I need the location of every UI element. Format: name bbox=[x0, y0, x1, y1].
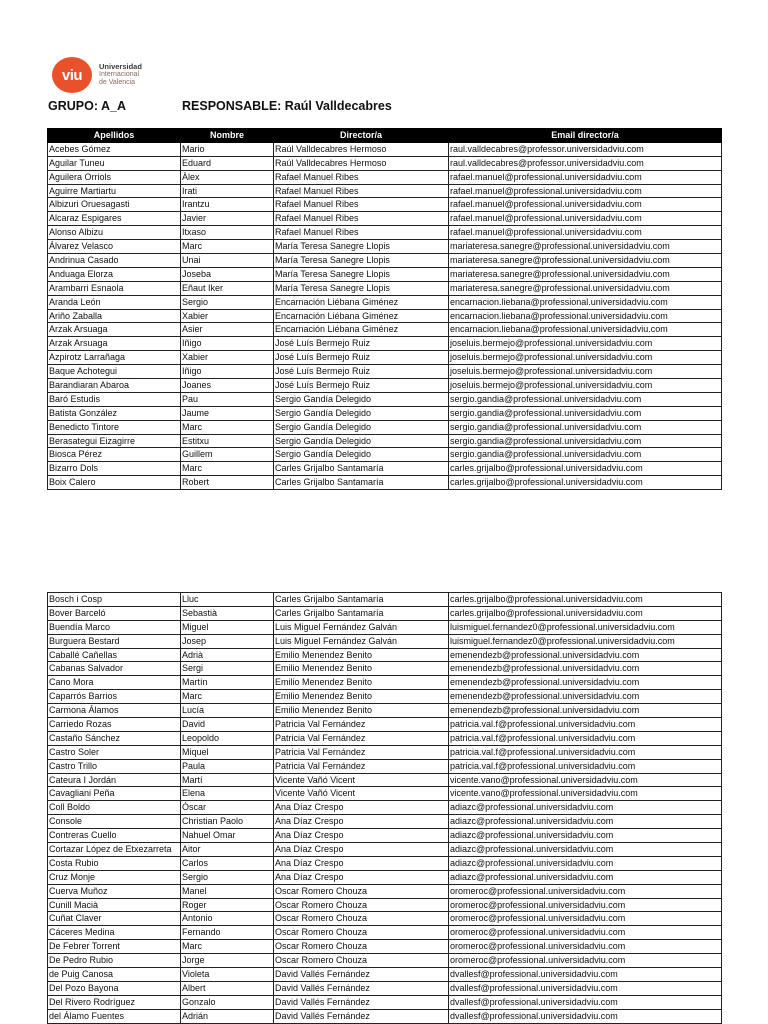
table-row bbox=[48, 954, 722, 968]
cell-director: Sergio Gandía Delegido bbox=[274, 392, 449, 406]
cell-director: José Luís Bermejo Ruiz bbox=[274, 337, 449, 351]
cell-apellidos: Alcaraz Espigares bbox=[48, 212, 181, 226]
cell-director: Carles Grijalbo Santamaría bbox=[274, 593, 449, 607]
cell-apellidos: del Álamo Fuentes bbox=[48, 1009, 181, 1023]
cell-director: Rafael Manuel Ribes bbox=[274, 198, 449, 212]
cell-apellidos: Albizuri Oruesagasti bbox=[48, 198, 181, 212]
cell-nombre: Christian Paolo bbox=[181, 815, 274, 829]
cell-apellidos: Caballé Cañellas bbox=[48, 648, 181, 662]
table-row bbox=[48, 801, 722, 815]
cell-email: encarnacion.liebana@professional.universidadviu.com bbox=[449, 295, 722, 309]
table-row bbox=[48, 745, 722, 759]
table-row bbox=[48, 634, 722, 648]
cell-apellidos: Castaño Sánchez bbox=[48, 731, 181, 745]
cell-email: emenendezb@professional.universidadviu.com bbox=[449, 662, 722, 676]
table-row bbox=[48, 926, 722, 940]
group-label: GRUPO: A_A bbox=[48, 99, 127, 113]
cell-email: vicente.vano@professional.universidadviu.com bbox=[449, 787, 722, 801]
cell-nombre: Marc bbox=[181, 690, 274, 704]
cell-email: carles.grijalbo@professional.universidadviu.com bbox=[449, 462, 722, 476]
cell-email: mariateresa.sanegre@professional.universidadviu.com bbox=[449, 254, 722, 268]
cell-apellidos: Berasategui Eizagirre bbox=[48, 434, 181, 448]
table-row bbox=[48, 281, 722, 295]
table-row bbox=[48, 1009, 722, 1023]
cell-director: José Luís Bermejo Ruiz bbox=[274, 365, 449, 379]
cell-director: Carles Grijalbo Santamaría bbox=[274, 476, 449, 490]
cell-nombre: Lluc bbox=[181, 593, 274, 607]
cell-nombre: Adrián bbox=[181, 1009, 274, 1023]
cell-nombre: Robert bbox=[181, 476, 274, 490]
table-row bbox=[48, 462, 722, 476]
table-row bbox=[48, 898, 722, 912]
cell-apellidos: Castro Soler bbox=[48, 745, 181, 759]
table-row bbox=[48, 267, 722, 281]
cell-director: Patricia Val Fernández bbox=[274, 731, 449, 745]
table-row bbox=[48, 704, 722, 718]
table-row bbox=[48, 420, 722, 434]
table-row bbox=[48, 337, 722, 351]
cell-apellidos: Arzak Arsuaga bbox=[48, 323, 181, 337]
table-row bbox=[48, 773, 722, 787]
cell-director: Ana Díaz Crespo bbox=[274, 829, 449, 843]
cell-director: Rafael Manuel Ribes bbox=[274, 170, 449, 184]
cell-apellidos: Cano Mora bbox=[48, 676, 181, 690]
cell-director: Rafael Manuel Ribes bbox=[274, 184, 449, 198]
cell-nombre: Violeta bbox=[181, 968, 274, 982]
cell-nombre: Antonio bbox=[181, 912, 274, 926]
table-row bbox=[48, 843, 722, 857]
cell-nombre: Martí bbox=[181, 773, 274, 787]
cell-director: Emilio Menendez Benito bbox=[274, 704, 449, 718]
cell-apellidos: de Puig Canosa bbox=[48, 968, 181, 982]
table-row bbox=[48, 406, 722, 420]
table-row bbox=[48, 995, 722, 1009]
cell-email: joseluis.bermejo@professional.universidadviu.com bbox=[449, 365, 722, 379]
cell-apellidos: Castro Trillo bbox=[48, 759, 181, 773]
viu-logo-mark: viu bbox=[52, 57, 92, 93]
cell-director: Encarnación Liébana Giménez bbox=[274, 309, 449, 323]
table-row bbox=[48, 170, 722, 184]
cell-director: José Luís Bermejo Ruiz bbox=[274, 379, 449, 393]
cell-email: adiazc@professional.universidadviu.com bbox=[449, 856, 722, 870]
table-row bbox=[48, 787, 722, 801]
cell-nombre: Xabier bbox=[181, 309, 274, 323]
header-nombre: Nombre bbox=[181, 129, 274, 143]
cell-apellidos: Baró Estudis bbox=[48, 392, 181, 406]
cell-apellidos: Cuerva Muñoz bbox=[48, 884, 181, 898]
table-row bbox=[48, 323, 722, 337]
table-row bbox=[48, 240, 722, 254]
cell-apellidos: Del Rivero Rodríguez bbox=[48, 995, 181, 1009]
cell-nombre: David bbox=[181, 718, 274, 732]
cell-email: mariateresa.sanegre@professional.universidadviu.com bbox=[449, 281, 722, 295]
table-row bbox=[48, 351, 722, 365]
cell-email: adiazc@professional.universidadviu.com bbox=[449, 870, 722, 884]
table-row bbox=[48, 940, 722, 954]
header-apellidos: Apellidos bbox=[48, 129, 181, 143]
cell-apellidos: Bover Barceló bbox=[48, 606, 181, 620]
cell-email: patricia.val.f@professional.universidadviu.com bbox=[449, 745, 722, 759]
cell-director: Oscar Romero Chouza bbox=[274, 912, 449, 926]
cell-apellidos: Console bbox=[48, 815, 181, 829]
table-row bbox=[48, 815, 722, 829]
cell-apellidos: Aranda León bbox=[48, 295, 181, 309]
cell-email: mariateresa.sanegre@professional.universidadviu.com bbox=[449, 240, 722, 254]
cell-email: adiazc@professional.universidadviu.com bbox=[449, 801, 722, 815]
cell-apellidos: Cáceres Medina bbox=[48, 926, 181, 940]
cell-apellidos: Cabanas Salvador bbox=[48, 662, 181, 676]
cell-nombre: Manel bbox=[181, 884, 274, 898]
table-row bbox=[48, 676, 722, 690]
cell-nombre: Adrià bbox=[181, 648, 274, 662]
cell-nombre: Lucía bbox=[181, 704, 274, 718]
cell-apellidos: Baque Achotegui bbox=[48, 365, 181, 379]
table-row bbox=[48, 212, 722, 226]
table-row bbox=[48, 226, 722, 240]
cell-email: encarnacion.liebana@professional.universidadviu.com bbox=[449, 323, 722, 337]
responsible-label: RESPONSABLE: Raúl Valldecabres bbox=[182, 99, 392, 113]
cell-director: Carles Grijalbo Santamaría bbox=[274, 462, 449, 476]
cell-apellidos: Anduaga Elorza bbox=[48, 267, 181, 281]
cell-nombre: Eñaut Iker bbox=[181, 281, 274, 295]
table-body-1 bbox=[48, 142, 722, 489]
cell-nombre: Sergio bbox=[181, 295, 274, 309]
cell-director: Sergio Gandía Delegido bbox=[274, 434, 449, 448]
logo-wordmark bbox=[99, 63, 142, 87]
table-row bbox=[48, 392, 722, 406]
cell-apellidos: Arzak Arsuaga bbox=[48, 337, 181, 351]
table-row bbox=[48, 856, 722, 870]
cell-director: David Vallés Fernández bbox=[274, 968, 449, 982]
cell-nombre: Javier bbox=[181, 212, 274, 226]
cell-nombre: Iñigo bbox=[181, 337, 274, 351]
cell-director: Carles Grijalbo Santamaría bbox=[274, 606, 449, 620]
cell-apellidos: Carriedo Rozas bbox=[48, 718, 181, 732]
cell-director: Sergio Gandía Delegido bbox=[274, 406, 449, 420]
cell-email: oromeroc@professional.universidadviu.com bbox=[449, 940, 722, 954]
cell-director: David Vallés Fernández bbox=[274, 995, 449, 1009]
cell-nombre: Iñigo bbox=[181, 365, 274, 379]
cell-director: Rafael Manuel Ribes bbox=[274, 226, 449, 240]
cell-director: Ana Díaz Crespo bbox=[274, 856, 449, 870]
cell-director: Patricia Val Fernández bbox=[274, 759, 449, 773]
cell-apellidos: Costa Rubio bbox=[48, 856, 181, 870]
cell-nombre: Elena bbox=[181, 787, 274, 801]
cell-nombre: Estitxu bbox=[181, 434, 274, 448]
cell-director: Emilio Menendez Benito bbox=[274, 648, 449, 662]
cell-director: José Luís Bermejo Ruiz bbox=[274, 351, 449, 365]
cell-email: sergio.gandia@professional.universidadviu.com bbox=[449, 420, 722, 434]
cell-email: carles.grijalbo@professional.universidadviu.com bbox=[449, 593, 722, 607]
cell-apellidos: Bosch i Cosp bbox=[48, 593, 181, 607]
cell-apellidos: Biosca Pérez bbox=[48, 448, 181, 462]
cell-nombre: Guillem bbox=[181, 448, 274, 462]
table-row bbox=[48, 365, 722, 379]
cell-email: adiazc@professional.universidadviu.com bbox=[449, 815, 722, 829]
cell-nombre: Miguel bbox=[181, 620, 274, 634]
cell-nombre: Leopoldo bbox=[181, 731, 274, 745]
table-row bbox=[48, 309, 722, 323]
cell-email: adiazc@professional.universidadviu.com bbox=[449, 843, 722, 857]
cell-nombre: Asier bbox=[181, 323, 274, 337]
cell-email: sergio.gandia@professional.universidadviu.com bbox=[449, 392, 722, 406]
cell-director: Emilio Menendez Benito bbox=[274, 676, 449, 690]
cell-director: Oscar Romero Chouza bbox=[274, 898, 449, 912]
students-table-part-1 bbox=[47, 128, 722, 490]
table-row bbox=[48, 968, 722, 982]
table-row bbox=[48, 912, 722, 926]
cell-email: raul.valldecabres@professor.universidadviu.com bbox=[449, 156, 722, 170]
cell-director: David Vallés Fernández bbox=[274, 981, 449, 995]
cell-apellidos: Acebes Gómez bbox=[48, 142, 181, 156]
cell-director: Ana Díaz Crespo bbox=[274, 815, 449, 829]
cell-email: encarnacion.liebana@professional.universidadviu.com bbox=[449, 309, 722, 323]
cell-director: Patricia Val Fernández bbox=[274, 745, 449, 759]
cell-director: Emilio Menendez Benito bbox=[274, 662, 449, 676]
cell-director: Vicente Vañó Vicent bbox=[274, 787, 449, 801]
cell-email: emenendezb@professional.universidadviu.com bbox=[449, 676, 722, 690]
cell-email: luismiguel.fernandez0@professional.universidadviu.com bbox=[449, 620, 722, 634]
cell-nombre: Josep bbox=[181, 634, 274, 648]
table-row bbox=[48, 662, 722, 676]
cell-director: Emilio Menendez Benito bbox=[274, 690, 449, 704]
cell-nombre: Xabier bbox=[181, 351, 274, 365]
cell-email: rafael.manuel@professional.universidadviu.com bbox=[449, 170, 722, 184]
table-row bbox=[48, 198, 722, 212]
table-body-2 bbox=[48, 593, 722, 1024]
cell-email: dvallesf@professional.universidadviu.com bbox=[449, 1009, 722, 1023]
table-row bbox=[48, 620, 722, 634]
table-row bbox=[48, 184, 722, 198]
logo-line-2: Internacional bbox=[99, 71, 140, 78]
table-row bbox=[48, 870, 722, 884]
cell-apellidos: Batista González bbox=[48, 406, 181, 420]
cell-director: Oscar Romero Chouza bbox=[274, 940, 449, 954]
cell-nombre: Marc bbox=[181, 240, 274, 254]
table-header-row bbox=[48, 129, 722, 143]
cell-nombre: Eduard bbox=[181, 156, 274, 170]
cell-director: Ana Díaz Crespo bbox=[274, 801, 449, 815]
cell-apellidos: Carmona Álamos bbox=[48, 704, 181, 718]
table-row bbox=[48, 476, 722, 490]
cell-director: María Teresa Sanegre Llopis bbox=[274, 267, 449, 281]
cell-email: mariateresa.sanegre@professional.universidadviu.com bbox=[449, 267, 722, 281]
table-row bbox=[48, 648, 722, 662]
table-row bbox=[48, 142, 722, 156]
cell-nombre: Fernando bbox=[181, 926, 274, 940]
cell-email: emenendezb@professional.universidadviu.com bbox=[449, 648, 722, 662]
table-row bbox=[48, 690, 722, 704]
table-row bbox=[48, 379, 722, 393]
cell-apellidos: Azpirotz Larrañaga bbox=[48, 351, 181, 365]
cell-nombre: Àlex bbox=[181, 170, 274, 184]
cell-apellidos: Aguirre Martiartu bbox=[48, 184, 181, 198]
cell-email: oromeroc@professional.universidadviu.com bbox=[449, 926, 722, 940]
table-row bbox=[48, 829, 722, 843]
cell-director: Luis Miguel Fernández Galván bbox=[274, 620, 449, 634]
cell-email: dvallesf@professional.universidadviu.com bbox=[449, 981, 722, 995]
cell-nombre: Martín bbox=[181, 676, 274, 690]
cell-nombre: Aitor bbox=[181, 843, 274, 857]
cell-email: vicente.vano@professional.universidadviu.com bbox=[449, 773, 722, 787]
table-row bbox=[48, 884, 722, 898]
cell-apellidos: De Febrer Torrent bbox=[48, 940, 181, 954]
cell-nombre: Pau bbox=[181, 392, 274, 406]
cell-apellidos: Bizarro Dols bbox=[48, 462, 181, 476]
cell-director: Ana Díaz Crespo bbox=[274, 843, 449, 857]
cell-director: Luis Miguel Fernández Galván bbox=[274, 634, 449, 648]
cell-nombre: Óscar bbox=[181, 801, 274, 815]
cell-email: oromeroc@professional.universidadviu.com bbox=[449, 898, 722, 912]
table-row bbox=[48, 254, 722, 268]
table-row bbox=[48, 448, 722, 462]
table-row bbox=[48, 759, 722, 773]
header-director: Director/a bbox=[274, 129, 449, 143]
cell-apellidos: Cunill Macià bbox=[48, 898, 181, 912]
cell-apellidos: Buendía Marco bbox=[48, 620, 181, 634]
cell-email: sergio.gandia@professional.universidadviu.com bbox=[449, 406, 722, 420]
cell-email: luismiguel.fernandez0@professional.universidadviu.com bbox=[449, 634, 722, 648]
cell-apellidos: Cateura I Jordán bbox=[48, 773, 181, 787]
table-row bbox=[48, 731, 722, 745]
university-logo bbox=[52, 56, 142, 94]
cell-email: emenendezb@professional.universidadviu.com bbox=[449, 704, 722, 718]
cell-director: Ana Díaz Crespo bbox=[274, 870, 449, 884]
cell-nombre: Gonzalo bbox=[181, 995, 274, 1009]
cell-director: Encarnación Liébana Giménez bbox=[274, 323, 449, 337]
table-row bbox=[48, 593, 722, 607]
cell-email: rafael.manuel@professional.universidadviu.com bbox=[449, 226, 722, 240]
cell-email: patricia.val.f@professional.universidadviu.com bbox=[449, 759, 722, 773]
students-table-part-2 bbox=[47, 592, 722, 1024]
cell-nombre: Sergio bbox=[181, 870, 274, 884]
cell-apellidos: Cortazar López de Etxezarreta bbox=[48, 843, 181, 857]
cell-email: dvallesf@professional.universidadviu.com bbox=[449, 995, 722, 1009]
cell-email: dvallesf@professional.universidadviu.com bbox=[449, 968, 722, 982]
cell-email: sergio.gandia@professional.universidadviu.com bbox=[449, 448, 722, 462]
cell-email: patricia.val.f@professional.universidadviu.com bbox=[449, 731, 722, 745]
cell-email: oromeroc@professional.universidadviu.com bbox=[449, 884, 722, 898]
cell-email: oromeroc@professional.universidadviu.com bbox=[449, 912, 722, 926]
cell-director: Encarnación Liébana Giménez bbox=[274, 295, 449, 309]
cell-nombre: Itxaso bbox=[181, 226, 274, 240]
cell-email: raul.valldecabres@professor.universidadviu.com bbox=[449, 142, 722, 156]
cell-email: emenendezb@professional.universidadviu.com bbox=[449, 690, 722, 704]
cell-nombre: Mario bbox=[181, 142, 274, 156]
cell-apellidos: Alonso Albizu bbox=[48, 226, 181, 240]
cell-email: joseluis.bermejo@professional.universidadviu.com bbox=[449, 351, 722, 365]
cell-nombre: Roger bbox=[181, 898, 274, 912]
cell-director: Sergio Gandía Delegido bbox=[274, 420, 449, 434]
cell-apellidos: Burguera Bestard bbox=[48, 634, 181, 648]
table-row bbox=[48, 434, 722, 448]
cell-director: Raúl Valldecabres Hermoso bbox=[274, 142, 449, 156]
cell-nombre: Marc bbox=[181, 462, 274, 476]
cell-director: Oscar Romero Chouza bbox=[274, 884, 449, 898]
table-row bbox=[48, 718, 722, 732]
table-row bbox=[48, 295, 722, 309]
cell-apellidos: Aguilera Orriols bbox=[48, 170, 181, 184]
cell-email: patricia.val.f@professional.universidadviu.com bbox=[449, 718, 722, 732]
cell-nombre: Sergi bbox=[181, 662, 274, 676]
cell-nombre: Nahuel Omar bbox=[181, 829, 274, 843]
cell-nombre: Marc bbox=[181, 420, 274, 434]
cell-director: Raúl Valldecabres Hermoso bbox=[274, 156, 449, 170]
cell-email: carles.grijalbo@professional.universidadviu.com bbox=[449, 476, 722, 490]
cell-email: carles.grijalbo@professional.universidadviu.com bbox=[449, 606, 722, 620]
cell-nombre: Marc bbox=[181, 940, 274, 954]
cell-apellidos: Coll Boldo bbox=[48, 801, 181, 815]
cell-director: Vicente Vañó Vicent bbox=[274, 773, 449, 787]
cell-director: María Teresa Sanegre Llopis bbox=[274, 254, 449, 268]
cell-apellidos: Ariño Zaballa bbox=[48, 309, 181, 323]
cell-director: Patricia Val Fernández bbox=[274, 718, 449, 732]
cell-nombre: Miquel bbox=[181, 745, 274, 759]
cell-nombre: Jaume bbox=[181, 406, 274, 420]
cell-nombre: Unai bbox=[181, 254, 274, 268]
cell-nombre: Irantzu bbox=[181, 198, 274, 212]
logo-line-3: de Valencia bbox=[99, 79, 136, 86]
cell-director: Rafael Manuel Ribes bbox=[274, 212, 449, 226]
cell-nombre: Paula bbox=[181, 759, 274, 773]
cell-nombre: Jorge bbox=[181, 954, 274, 968]
cell-apellidos: Contreras Cuello bbox=[48, 829, 181, 843]
header-email: Email director/a bbox=[449, 129, 722, 143]
table-row bbox=[48, 156, 722, 170]
cell-nombre: Albert bbox=[181, 981, 274, 995]
cell-apellidos: Aguilar Tuneu bbox=[48, 156, 181, 170]
cell-apellidos: Andrinua Casado bbox=[48, 254, 181, 268]
cell-nombre: Irati bbox=[181, 184, 274, 198]
cell-director: María Teresa Sanegre Llopis bbox=[274, 281, 449, 295]
table-row bbox=[48, 981, 722, 995]
cell-director: Oscar Romero Chouza bbox=[274, 954, 449, 968]
cell-email: adiazc@professional.universidadviu.com bbox=[449, 829, 722, 843]
cell-apellidos: Caparrós Barrios bbox=[48, 690, 181, 704]
cell-email: rafael.manuel@professional.universidadviu.com bbox=[449, 198, 722, 212]
cell-apellidos: Barandiaran Abaroa bbox=[48, 379, 181, 393]
cell-apellidos: Álvarez Velasco bbox=[48, 240, 181, 254]
cell-director: Sergio Gandía Delegido bbox=[274, 448, 449, 462]
cell-apellidos: Arambarri Esnaola bbox=[48, 281, 181, 295]
cell-apellidos: Del Pozo Bayona bbox=[48, 981, 181, 995]
cell-email: joseluis.bermejo@professional.universidadviu.com bbox=[449, 337, 722, 351]
cell-email: sergio.gandia@professional.universidadviu.com bbox=[449, 434, 722, 448]
cell-director: Oscar Romero Chouza bbox=[274, 926, 449, 940]
cell-email: rafael.manuel@professional.universidadviu.com bbox=[449, 184, 722, 198]
cell-nombre: Carlos bbox=[181, 856, 274, 870]
cell-director: María Teresa Sanegre Llopis bbox=[274, 240, 449, 254]
cell-nombre: Sebastià bbox=[181, 606, 274, 620]
cell-apellidos: Benedicto Tintore bbox=[48, 420, 181, 434]
logo-line-1: Universidad bbox=[99, 62, 142, 71]
cell-email: joseluis.bermejo@professional.universidadviu.com bbox=[449, 379, 722, 393]
cell-apellidos: Cruz Monje bbox=[48, 870, 181, 884]
table-row bbox=[48, 606, 722, 620]
cell-nombre: Joanes bbox=[181, 379, 274, 393]
cell-nombre: Joseba bbox=[181, 267, 274, 281]
cell-apellidos: Cavagliani Peña bbox=[48, 787, 181, 801]
cell-apellidos: Cuñat Claver bbox=[48, 912, 181, 926]
cell-apellidos: Boix Calero bbox=[48, 476, 181, 490]
cell-email: rafael.manuel@professional.universidadviu.com bbox=[449, 212, 722, 226]
cell-director: David Vallés Fernández bbox=[274, 1009, 449, 1023]
cell-email: oromeroc@professional.universidadviu.com bbox=[449, 954, 722, 968]
cell-apellidos: De Pedro Rubio bbox=[48, 954, 181, 968]
